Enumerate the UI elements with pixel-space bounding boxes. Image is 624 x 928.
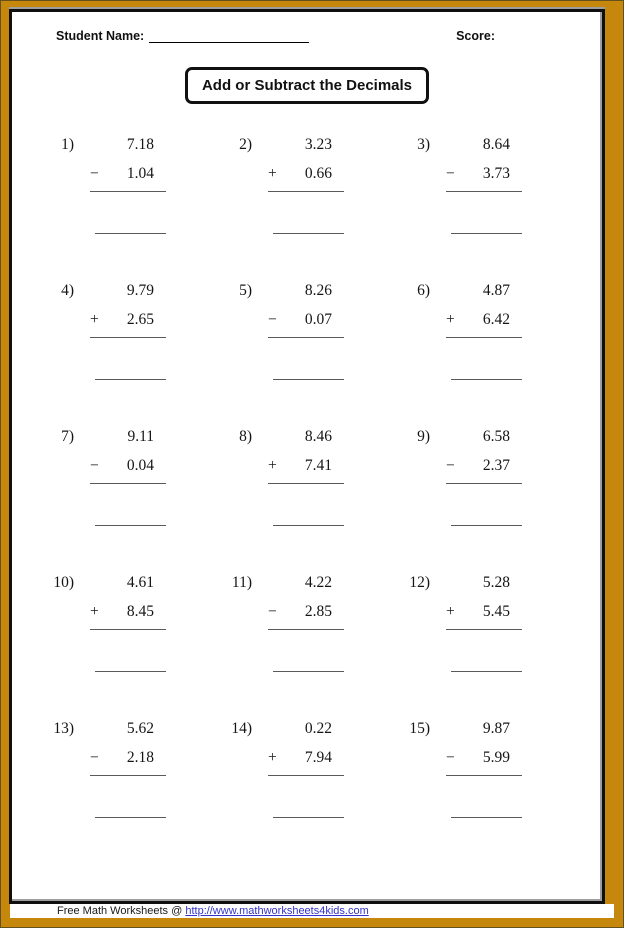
operator-sign: − bbox=[268, 603, 277, 620]
problem-work-area bbox=[90, 719, 166, 865]
answer-line[interactable] bbox=[451, 233, 522, 234]
problem-number: 9) bbox=[417, 428, 430, 445]
problem bbox=[48, 719, 226, 865]
operator-sign: + bbox=[446, 603, 455, 620]
work-line bbox=[446, 629, 522, 630]
operator-row bbox=[268, 602, 344, 622]
work-line bbox=[90, 191, 166, 192]
problem-work-area bbox=[90, 281, 166, 427]
answer-line[interactable] bbox=[451, 817, 522, 818]
bottom-operand: 7.94 bbox=[304, 749, 332, 766]
operator-row bbox=[90, 748, 166, 768]
problem bbox=[48, 281, 226, 427]
operator-row bbox=[268, 456, 344, 476]
problem bbox=[226, 573, 404, 719]
top-operand: 0.22 bbox=[304, 720, 332, 737]
footer-link[interactable]: http://www.mathworksheets4kids.com bbox=[185, 905, 369, 917]
work-line bbox=[268, 483, 344, 484]
answer-line[interactable] bbox=[95, 817, 166, 818]
operator-sign: − bbox=[90, 457, 99, 474]
problem-work-area bbox=[446, 573, 522, 719]
work-line bbox=[446, 337, 522, 338]
problem-number: 12) bbox=[409, 574, 430, 591]
operator-sign: + bbox=[268, 457, 277, 474]
problem-number: 4) bbox=[61, 282, 74, 299]
top-operand: 8.46 bbox=[304, 428, 332, 445]
work-line bbox=[90, 775, 166, 776]
work-line bbox=[268, 629, 344, 630]
answer-line[interactable] bbox=[95, 233, 166, 234]
bottom-operand: 0.66 bbox=[304, 165, 332, 182]
problem bbox=[404, 573, 582, 719]
operator-sign: + bbox=[446, 311, 455, 328]
problem bbox=[404, 719, 582, 865]
problem-number: 3) bbox=[417, 136, 430, 153]
operator-row bbox=[446, 164, 522, 184]
bottom-operand: 2.85 bbox=[304, 603, 332, 620]
bottom-operand: 5.45 bbox=[482, 603, 510, 620]
problem-number: 6) bbox=[417, 282, 430, 299]
answer-line[interactable] bbox=[95, 379, 166, 380]
problem-number: 1) bbox=[61, 136, 74, 153]
answer-line[interactable] bbox=[451, 379, 522, 380]
work-line bbox=[90, 337, 166, 338]
answer-line[interactable] bbox=[273, 525, 344, 526]
problem bbox=[48, 427, 226, 573]
answer-line[interactable] bbox=[273, 379, 344, 380]
answer-line[interactable] bbox=[451, 525, 522, 526]
problem bbox=[404, 135, 582, 281]
operator-row bbox=[90, 602, 166, 622]
answer-line[interactable] bbox=[451, 671, 522, 672]
answer-line[interactable] bbox=[273, 671, 344, 672]
problem bbox=[226, 135, 404, 281]
operator-sign: + bbox=[90, 311, 99, 328]
work-line bbox=[446, 775, 522, 776]
problem bbox=[226, 719, 404, 865]
top-operand: 7.18 bbox=[126, 136, 154, 153]
work-line bbox=[90, 629, 166, 630]
worksheet-page bbox=[9, 9, 605, 904]
bottom-operand: 7.41 bbox=[304, 457, 332, 474]
top-operand: 9.87 bbox=[482, 720, 510, 737]
bottom-operand: 2.37 bbox=[482, 457, 510, 474]
title-container bbox=[12, 67, 602, 104]
worksheet-footer bbox=[10, 904, 614, 918]
operator-sign: − bbox=[446, 457, 455, 474]
problem-work-area bbox=[268, 135, 344, 281]
work-line bbox=[268, 775, 344, 776]
top-operand: 5.28 bbox=[482, 574, 510, 591]
operator-sign: + bbox=[268, 165, 277, 182]
problem bbox=[404, 281, 582, 427]
operator-sign: + bbox=[90, 603, 99, 620]
top-operand: 8.64 bbox=[482, 136, 510, 153]
operator-row bbox=[446, 602, 522, 622]
top-operand: 8.26 bbox=[304, 282, 332, 299]
operator-sign: − bbox=[268, 311, 277, 328]
top-operand: 9.11 bbox=[127, 428, 154, 445]
problem-work-area bbox=[90, 135, 166, 281]
answer-line[interactable] bbox=[273, 233, 344, 234]
operator-row bbox=[446, 456, 522, 476]
operator-row bbox=[90, 164, 166, 184]
operator-sign: − bbox=[446, 749, 455, 766]
problem-work-area bbox=[90, 573, 166, 719]
bottom-operand: 3.73 bbox=[482, 165, 510, 182]
problem bbox=[404, 427, 582, 573]
operator-row bbox=[268, 164, 344, 184]
bottom-operand: 0.04 bbox=[126, 457, 154, 474]
problem-number: 11) bbox=[231, 574, 252, 591]
work-line bbox=[268, 337, 344, 338]
problem-number: 14) bbox=[231, 720, 252, 737]
problem-number: 13) bbox=[53, 720, 74, 737]
student-name-blank-line[interactable] bbox=[149, 29, 309, 43]
bottom-operand: 6.42 bbox=[482, 311, 510, 328]
problem-work-area bbox=[90, 427, 166, 573]
answer-line[interactable] bbox=[273, 817, 344, 818]
problem-number: 5) bbox=[239, 282, 252, 299]
problem bbox=[226, 281, 404, 427]
top-operand: 6.58 bbox=[482, 428, 510, 445]
top-operand: 5.62 bbox=[126, 720, 154, 737]
problem-number: 15) bbox=[409, 720, 430, 737]
bottom-operand: 2.18 bbox=[126, 749, 154, 766]
bottom-operand: 0.07 bbox=[304, 311, 332, 328]
top-operand: 4.22 bbox=[304, 574, 332, 591]
bottom-operand: 5.99 bbox=[482, 749, 510, 766]
answer-line[interactable] bbox=[95, 525, 166, 526]
answer-line[interactable] bbox=[95, 671, 166, 672]
footer-text: Free Math Worksheets @ bbox=[57, 905, 186, 917]
top-operand: 4.87 bbox=[482, 282, 510, 299]
worksheet-title: Add or Subtract the Decimals bbox=[185, 67, 429, 104]
work-line bbox=[446, 191, 522, 192]
operator-sign: − bbox=[90, 165, 99, 182]
operator-row bbox=[90, 456, 166, 476]
operator-sign: + bbox=[268, 749, 277, 766]
operator-sign: − bbox=[446, 165, 455, 182]
score-label: Score: bbox=[456, 29, 495, 43]
problem-work-area bbox=[268, 281, 344, 427]
top-operand: 3.23 bbox=[304, 136, 332, 153]
problem-work-area bbox=[268, 719, 344, 865]
operator-row bbox=[446, 748, 522, 768]
bottom-operand: 8.45 bbox=[126, 603, 154, 620]
problem-number: 7) bbox=[61, 428, 74, 445]
problem bbox=[226, 427, 404, 573]
worksheet-header bbox=[12, 29, 602, 43]
student-name-label: Student Name: bbox=[56, 29, 145, 43]
bottom-operand: 1.04 bbox=[126, 165, 154, 182]
problem-work-area bbox=[268, 573, 344, 719]
problem bbox=[48, 573, 226, 719]
top-operand: 4.61 bbox=[126, 574, 154, 591]
problem-work-area bbox=[268, 427, 344, 573]
problem-number: 8) bbox=[239, 428, 252, 445]
work-line bbox=[90, 483, 166, 484]
problem bbox=[48, 135, 226, 281]
operator-row bbox=[446, 310, 522, 330]
problems-grid bbox=[12, 135, 602, 865]
problem-number: 10) bbox=[53, 574, 74, 591]
work-line bbox=[446, 483, 522, 484]
problem-work-area bbox=[446, 135, 522, 281]
problem-work-area bbox=[446, 281, 522, 427]
problem-work-area bbox=[446, 427, 522, 573]
problem-work-area bbox=[446, 719, 522, 865]
operator-sign: − bbox=[90, 749, 99, 766]
operator-row bbox=[268, 748, 344, 768]
operator-row bbox=[90, 310, 166, 330]
work-line bbox=[268, 191, 344, 192]
operator-row bbox=[268, 310, 344, 330]
top-operand: 9.79 bbox=[126, 282, 154, 299]
bottom-operand: 2.65 bbox=[126, 311, 154, 328]
problem-number: 2) bbox=[239, 136, 252, 153]
